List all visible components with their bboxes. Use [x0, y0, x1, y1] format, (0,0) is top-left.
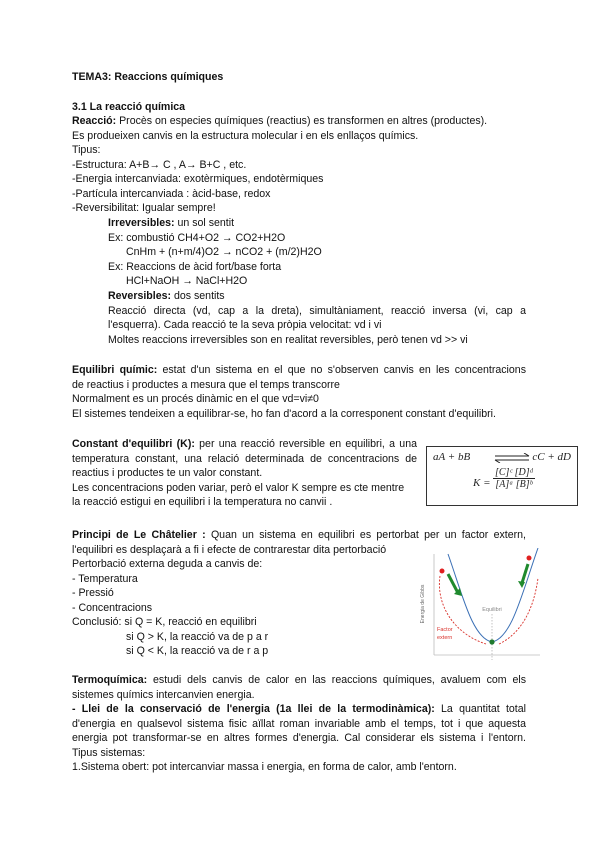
paragraph-line: l'equilibri es desplaçarà a fi i efecte de contrarestar dita pertorbació: [72, 544, 387, 556]
paragraph-line: reactius i productes te un valor constant.: [72, 467, 263, 479]
list-item: - Pressió: [72, 587, 114, 599]
term-label: Termoquímica:: [72, 674, 148, 686]
page-title: TEMA3: Reaccions químiques: [72, 71, 224, 83]
products-expression: cC + dD: [532, 451, 571, 463]
paragraph-line: l'esquerra). Cada reacció te la seva pròpia velocitat: vd i vi: [108, 319, 382, 331]
constant-definition: Constant d'equilibri (K): per una reacció reversible en equilibri, a una: [72, 438, 417, 450]
reversibles-definition: Reversibles: dos sentits: [108, 290, 225, 302]
paragraph-line: 1.Sistema obert: pot intercanviar massa i energia, en forma de calor, amb l'entorn.: [72, 761, 457, 773]
paragraph-line: Les concentracions poden variar, però el valor K sempre es cte mentre: [72, 482, 405, 494]
paragraph-line: de reactius i productes a mesura que el temps transcorre: [72, 379, 340, 391]
list-item: -Estructura: A+B→ C , A→ B+C , etc.: [72, 159, 247, 171]
example-line: CnHm + (n+m/4)O2 → nCO2 + (m/2)H2O: [126, 246, 322, 258]
conclusion-line: si Q > K, la reacció va de p a r: [126, 631, 269, 643]
k-symbol: K =: [473, 477, 491, 489]
example-line: HCl+NaOH → NaCl+H2O: [126, 275, 248, 287]
term-label: Equilibri químic:: [72, 364, 158, 376]
law-label: - Llei de la conservació de l'energia (1a llei de la termodinàmica):: [72, 703, 435, 715]
equilibri-definition: Equilibri químic: estat d'un sistema en el que no s'observen canvis en les concentracions: [72, 364, 526, 376]
termoquimica-definition: Termoquímica: estudi dels canvis de calor en las reaccions químiques, avaluem com els: [72, 674, 526, 686]
conclusion-line: si Q < K, la reacció va de r a p: [126, 645, 269, 657]
paragraph-line: la reacció estigui en equilibri i la temperatura no canvii .: [72, 496, 333, 508]
irreversibles-definition: Irreversibles: un sol sentit: [108, 217, 235, 229]
list-item: - Concentracions: [72, 602, 153, 614]
energy-law-line: - Llei de la conservació de l'energia (1a llei de la termodinàmica): La quantitat total: [72, 703, 526, 715]
paragraph-line: Reacció directa (vd, cap a la dreta), simultàniament, reacció inversa (vi, cap a: [108, 305, 526, 317]
reaccio-definition: Reacció: Procès on especies químiques (reactius) es transformen en altres (productes).: [72, 115, 488, 127]
list-item: - Temperatura: [72, 573, 138, 585]
chatelier-definition: Principi de Le Châtelier : Quan un sistema en equilibri es pertorbat per un factor extern,: [72, 529, 526, 541]
equilibrium-label: Equilibri: [482, 607, 502, 613]
factor-label: extern: [437, 635, 453, 641]
reactants-expression: aA + bB: [433, 451, 471, 463]
equilibrium-constant-formula: [426, 446, 578, 506]
paragraph-line: Moltes reaccions irreversibles son en realitat reversibles, però tenen vd >> vi: [108, 334, 468, 346]
paragraph-line: d'energia en qualsevol sistema fisic aïllat roman invariable amb el temps, tot i que aquesta: [72, 718, 526, 730]
paragraph-line: energia pot transformar-se en altres formes d'energia. Cal considerar els sistema i l'entorn.: [72, 732, 526, 744]
term-label: Irreversibles:: [108, 217, 175, 229]
term-label: Reacció:: [72, 115, 117, 127]
list-item: -Partícula intercanviada : àcid-base, redox: [72, 188, 271, 200]
conclusion-line: Conclusió: si Q = K, reacció en equilibri: [72, 616, 257, 628]
paragraph-line: temperatura constant, una relació determinada de concentracions de: [72, 453, 417, 465]
k-numerator: [C]ᶜ [D]ᵈ: [495, 467, 533, 478]
k-fraction: [493, 467, 535, 490]
list-item: -Reversibilitat: Igualar sempre!: [72, 202, 216, 214]
gibbs-energy-graph: [412, 548, 542, 663]
list-item: -Energia intercanviada: exotèrmiques, endotèrmiques: [72, 173, 324, 185]
paragraph-line: El sistemes tendeixen a equilibrar-se, ho fan d'acord a la corresponent constant d'equilibri.: [72, 408, 496, 420]
paragraph-line: Tipus sistemas:: [72, 747, 146, 759]
y-axis-label: Energia de Gibbs: [420, 584, 426, 624]
k-denominator: [A]ᵃ [B]ᵇ: [495, 479, 533, 490]
section-heading: 3.1 La reacció química: [72, 101, 186, 113]
paragraph-line: sistemes químics intercanvien energia.: [72, 689, 255, 701]
paragraph-line: Tipus:: [72, 144, 101, 156]
paragraph-line: Pertorbació externa deguda a canvis de:: [72, 558, 263, 570]
equilibrium-arrows-icon: [493, 453, 531, 463]
paragraph-line: Normalment es un procés dinàmic en el que vd=vi≠0: [72, 393, 319, 405]
example-line: Ex: Reaccions de àcid fort/base forta: [108, 261, 282, 273]
paragraph-line: Es produeixen canvis en la estructura molecular i en els enllaços químics.: [72, 130, 419, 142]
term-label: Constant d'equilibri (K):: [72, 438, 195, 450]
term-label: Principi de Le Châtelier :: [72, 529, 206, 541]
factor-label: Factor: [437, 627, 453, 633]
term-label: Reversibles:: [108, 290, 172, 302]
example-line: Ex: combustió CH4+O2 → CO2+H2O: [108, 232, 286, 244]
